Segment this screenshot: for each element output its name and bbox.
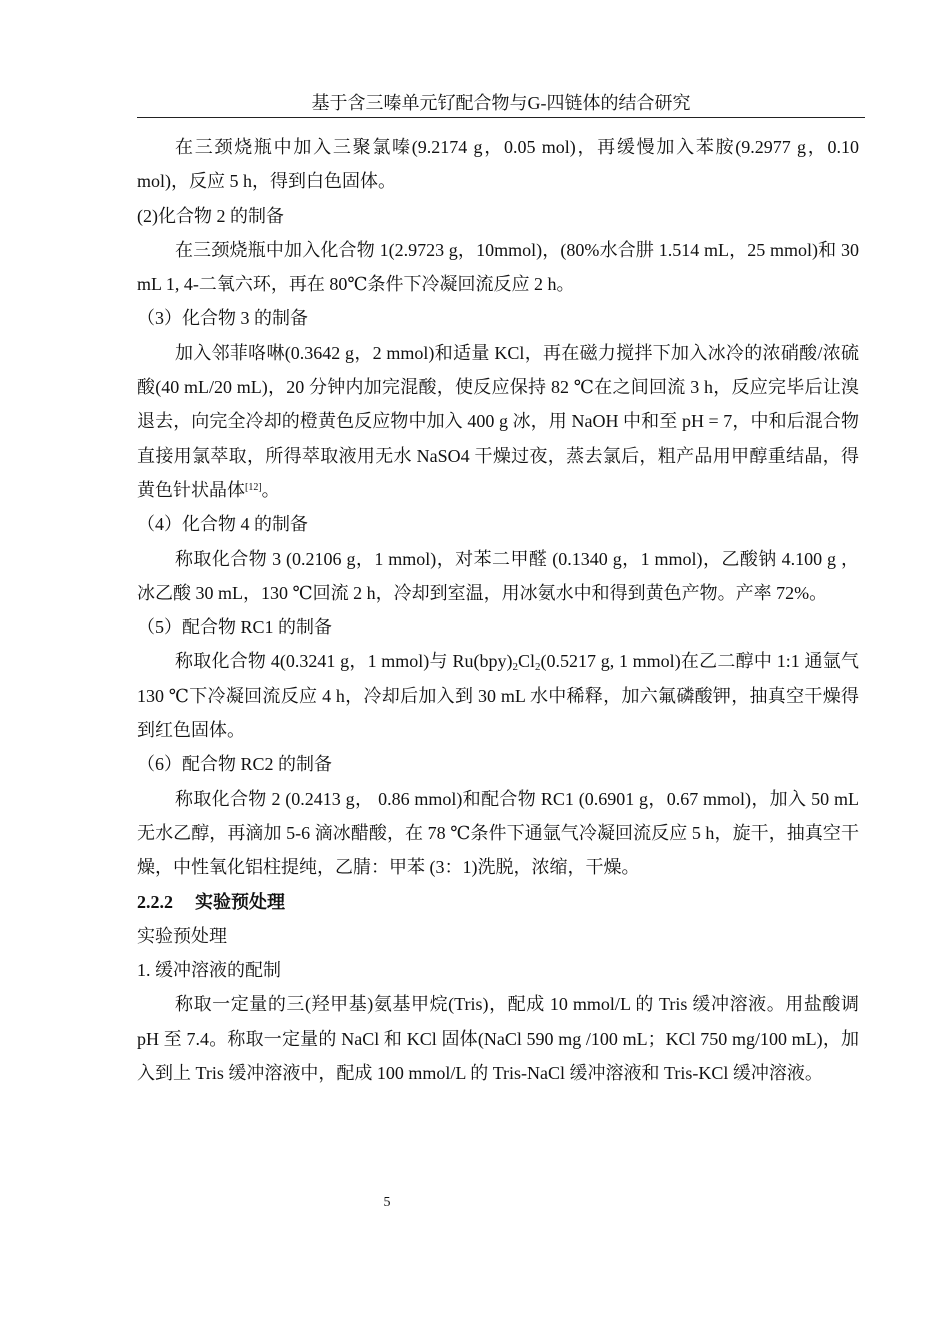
subheading-buffer-preparation: 1. 缓冲溶液的配制 [137,960,281,981]
paragraph-buffer-procedure: 称取一定量的三(羟甲基)氨基甲烷(Tris)，配成 10 mmol/L 的 Tris 缓冲溶液。用盐酸调 pH 至 7.4。称取一定量的 NaCl 和 KCl 固体(NaCl 590 mg /100 mL；KCl 750 mg/100 mL)，加入到上 Tris 缓冲溶液中，配成 100 mmol/L 的 Tris-NaCl 缓冲溶液和 Tris-KCl 缓冲溶液。 [137,994,859,1084]
paragraph-text: Cl [517,651,535,672]
header-title: 基于含三嗪单元钌配合物与G-四链体的结合研究 [311,93,691,113]
paragraph-text: 称取化合物 4(0.3241 g，1 mmol)与 Ru(bpy) [175,651,513,672]
document-body [137,130,859,1090]
paragraph-compound4-procedure: 称取化合物 3 (0.2106 g，1 mmol)，对苯二甲醛 (0.1340 g，1 mmol)，乙酸钠 4.100 g ，冰乙酸 30 mL，130 ℃回流 2 h，冷却到室温，用冰氨水中和得到黄色产物。产率 72%。 [137,548,859,603]
page-number: 5 [383,1195,391,1210]
page-header [137,90,865,118]
subscript: 2 [512,661,518,674]
paragraph-compound3-procedure [137,336,859,507]
paragraph-end: 。 [261,479,280,500]
section-number: 2.2.2 [137,891,173,912]
paragraph-text: 加入邻菲咯啉(0.3642 g，2 mmol)和适量 KCl，再在磁力搅拌下加入冰冷的浓硝酸/浓硫酸(40 mL/20 mL)，20 分钟内加完混酸，使反应保持 82 ℃在之间回流 3 h，反应完毕后让溴退去，向完全冷却的橙黄色反应物中加入 400 g 冰，用 NaOH 中和至 pH = 7，中和后混合物直接用氯萃取，所得萃取液用无水 NaSO4 干燥过夜，蒸去氯后，粗产品用甲醇重结晶，得黄色针状晶体 [137,342,859,500]
citation-ref: [12] [245,481,262,493]
subheading-complex-rc1: （5）配合物 RC1 的制备 [137,617,333,638]
section-heading [137,885,859,919]
subheading-compound4: （4）化合物 4 的制备 [137,514,308,535]
section-title: 实验预处理 [195,891,285,912]
subheading-compound3: （3）化合物 3 的制备 [137,308,308,329]
section-intro-line: 实验预处理 [137,925,227,946]
subheading-complex-rc2: （6）配合物 RC2 的制备 [137,754,333,775]
paragraph-compound2-procedure: 在三颈烧瓶中加入化合物 1(2.9723 g，10mmol)，(80%水合肼 1.514 mL，25 mmol)和 30 mL 1, 4-二氧六环，再在 80℃条件下冷凝回流反应 2 h。 [137,239,859,295]
paragraph-text: (0.5217 g, 1 mmol)在乙二醇中 1:1 通氩气 130 ℃下冷凝回流反应 4 h，冷却后加入到 30 mL 水中稀释，加六氟磷酸钾，抽真空干燥得到红色固体。 [137,651,859,741]
subheading-compound2: (2)化合物 2 的制备 [137,205,284,226]
subscript: 2 [535,661,541,674]
paragraph-compound1-procedure: 在三颈烧瓶中加入三聚氯嗪(9.2174 g，0.05 mol)，再缓慢加入苯胺(9.2977 g，0.10 mol)，反应 5 h，得到白色固体。 [137,137,859,192]
paragraph-rc2-procedure: 称取化合物 2 (0.2413 g， 0.86 mmol)和配合物 RC1 (0.6901 g，0.67 mmol)，加入 50 mL 无水乙醇，再滴加 5-6 滴冰醋酸，在 78 ℃条件下通氩气冷凝回流反应 5 h，旋干，抽真空干燥，中性氧化铝柱提纯，乙腈：甲苯 (3：1)洗脱，浓缩，干燥。 [137,788,859,878]
paragraph-rc1-procedure [137,644,859,747]
